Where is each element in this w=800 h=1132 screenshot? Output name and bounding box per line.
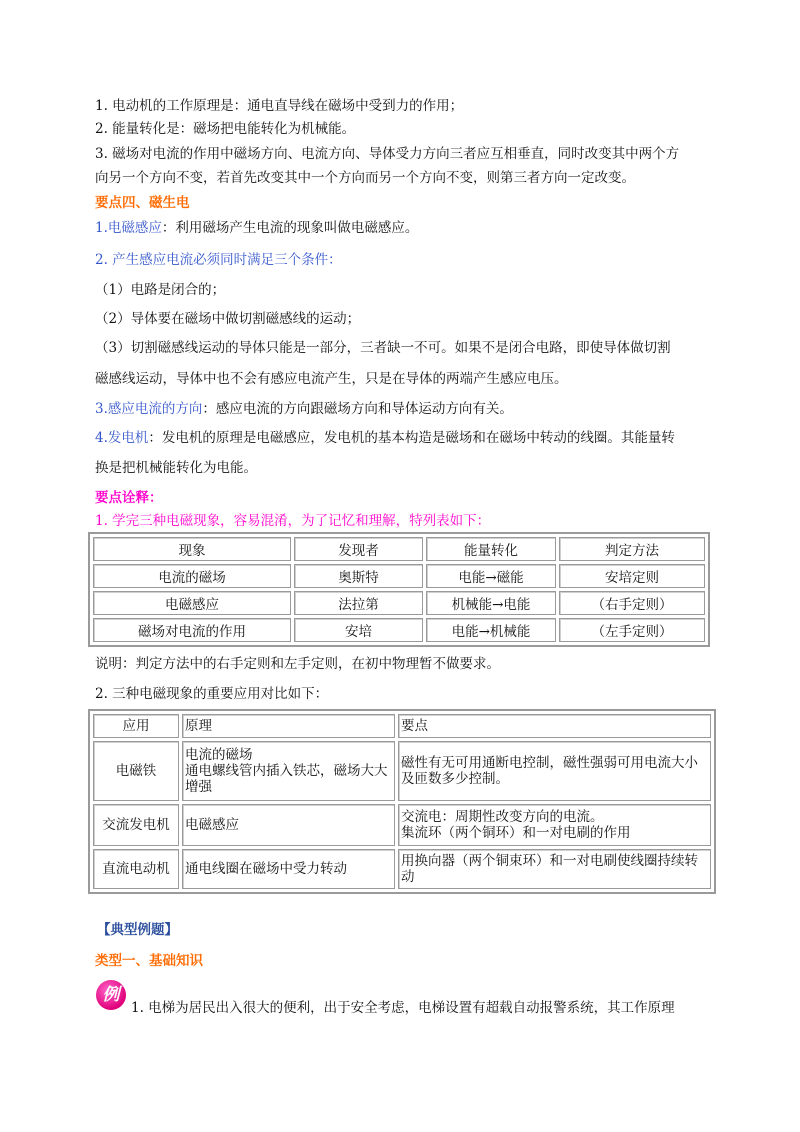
point-3-label: 3.感应电流的方向 [95, 401, 203, 417]
type-1-heading: 类型一、基础知识 [95, 953, 203, 969]
table-cell: 电磁感应 [182, 804, 395, 846]
table-cell: 电能→磁能 [426, 564, 556, 588]
cell-line: 集流环（两个铜环）和一对电刷的作用 [401, 825, 631, 841]
point-1 [95, 219, 418, 237]
table-header-row [93, 537, 705, 561]
table2-title: 2. 三种电磁现象的重要应用对比如下： [95, 686, 329, 702]
table-row [93, 564, 705, 588]
table-cell: 电磁铁 [93, 741, 179, 801]
table-cell: 电流的磁场 [93, 564, 291, 588]
table-cell: 通电线圈在磁场中受力转动 [182, 849, 395, 889]
table-row [93, 591, 705, 615]
table-cell: 电磁感应 [93, 591, 291, 615]
table-cell: 奥斯特 [294, 564, 423, 588]
table-header-cell: 现象 [93, 537, 291, 561]
table-cell: 交流发电机 [93, 804, 179, 846]
table-header-cell: 原理 [182, 714, 395, 738]
cell-line: 交流电：周期性改变方向的电流。 [401, 809, 604, 825]
point-4-label: 4.发电机 [95, 430, 149, 446]
section-heading-4: 要点四、磁生电 [95, 195, 190, 211]
principle-line-3a: 3. 磁场对电流的作用中磁场方向、电流方向、导体受力方向三者应互相垂直，同时改变其中两个方 [95, 146, 680, 162]
principle-line-1: 1. 电动机的工作原理是：通电直导线在磁场中受到力的作用； [95, 98, 464, 114]
table-cell [398, 804, 711, 846]
condition-3a: （3）切割磁感线运动的导体只能是一部分，三者缺一不可。如果不是闭合电路，即使导体做切割 [95, 340, 671, 356]
table-header-cell: 应用 [93, 714, 179, 738]
table-header-cell: 能量转化 [426, 537, 556, 561]
table-cell: 安培定则 [559, 564, 705, 588]
table-cell: 机械能→电能 [426, 591, 556, 615]
phenomena-table [88, 532, 710, 647]
point-4b: 换是把机械能转化为电能。 [95, 460, 257, 476]
cell-line: 电流的磁场 [185, 747, 253, 763]
condition-2: （2）导体要在磁场中做切割磁感线的运动； [95, 311, 361, 327]
cell-line: 通电螺线管内插入铁芯，磁场大大增强 [185, 763, 388, 795]
point-4a [95, 429, 675, 447]
example-badge-icon: 例 [96, 980, 126, 1010]
table-cell: 直流电动机 [93, 849, 179, 889]
table-cell: 法拉第 [294, 591, 423, 615]
table-row [93, 618, 705, 642]
principle-line-3b: 向另一个方向不变，若首先改变其中一个方向而另一个方向不变，则第三者方向一定改变。 [95, 170, 635, 186]
table-cell: （左手定则） [559, 618, 705, 642]
applications-table [88, 709, 716, 894]
question-1: 1. 电梯为居民出入很大的便利，出于安全考虑，电梯设置有超载自动报警系统，其工作原理 [131, 1000, 675, 1016]
table-cell: 电能→机械能 [426, 618, 556, 642]
notes-1: 1. 学完三种电磁现象，容易混淆，为了记忆和理解，特列表如下： [95, 513, 491, 529]
condition-3b: 磁感线运动，导体中也不会有感应电流产生，只是在导体的两端产生感应电压。 [95, 371, 568, 387]
examples-title: 【典型例题】 [97, 922, 178, 938]
notes-title: 要点诠释： [95, 490, 163, 506]
point-3 [95, 400, 513, 418]
table-header-cell: 要点 [398, 714, 711, 738]
table-row [93, 804, 711, 846]
table-cell: （右手定则） [559, 591, 705, 615]
table-row [93, 849, 711, 889]
table-row [93, 741, 711, 801]
table1-note: 说明：判定方法中的右手定则和左手定则，在初中物理暂不做要求。 [95, 656, 500, 672]
point-1-text: ：利用磁场产生电流的现象叫做电磁感应。 [161, 220, 419, 236]
principle-line-2: 2. 能量转化是：磁场把电能转化为机械能。 [95, 121, 356, 137]
point-3-text: ：感应电流的方向跟磁场方向和导体运动方向有关。 [202, 401, 513, 417]
table-cell: 安培 [294, 618, 423, 642]
table-cell [182, 741, 395, 801]
table-header-row [93, 714, 711, 738]
table-cell: 磁性有无可用通断电控制，磁性强弱可用电流大小及匝数多少控制。 [398, 741, 711, 801]
point-1-label: 1.电磁感应 [95, 220, 162, 236]
point-4-text-a: ：发电机的原理是电磁感应，发电机的基本构造是磁场和在磁场中转动的线圈。其能量转 [148, 430, 675, 446]
table-header-cell: 发现者 [294, 537, 423, 561]
table-cell: 磁场对电流的作用 [93, 618, 291, 642]
table-header-cell: 判定方法 [559, 537, 705, 561]
point-2: 2. 产生感应电流必须同时满足三个条件： [95, 252, 342, 268]
condition-1: （1）电路是闭合的； [95, 282, 226, 298]
table-cell: 用换向器（两个铜束环）和一对电刷使线圈持续转动 [398, 849, 711, 889]
